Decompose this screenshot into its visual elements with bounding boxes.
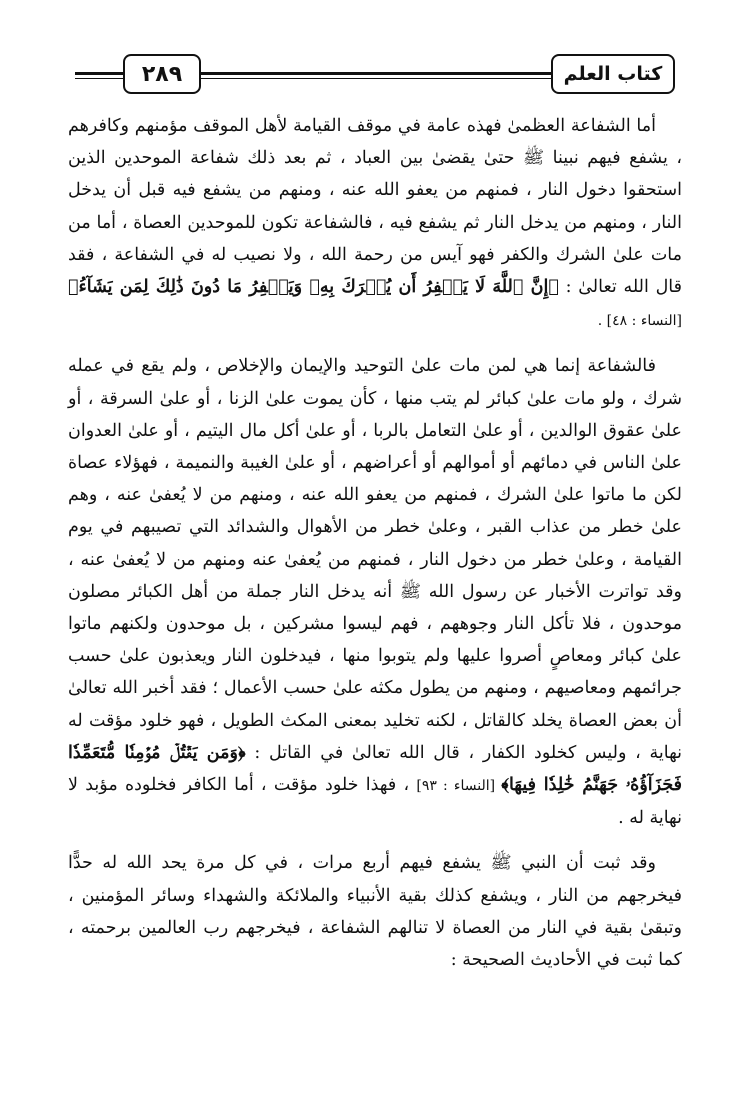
paragraph-text: أما الشفاعة العظمىٰ فهذه عامة في موقف القيامة لأهل الموقف مؤمنهم وكافرهم ، يشفع فيهم نبينا ﷺ حتىٰ يقضىٰ بين العباد ، ثم بعد ذلك شفاعة الموحدين الذين استحقوا دخول النار ، فمنهم من يعفو الله عنه ، ومنهم من يشفع فيه قبل أن يدخل النار ، ومنهم من يدخل النار ثم يشفع فيه ، فالشفاعة تكون للموحدين العصاة ، أما من مات علىٰ الشرك والكفر فهو آيس من رحمة الله ، ولا نصيب له في الشفاعة ، فقد قال الله تعالىٰ : bbox=[68, 116, 683, 298]
page-header bbox=[75, 52, 675, 94]
paragraph-2 bbox=[68, 350, 682, 834]
verse-reference: [النساء : ٩٣] bbox=[416, 778, 502, 795]
paragraph-text: وقد ثبت أن النبي ﷺ يشفع فيهم أربع مرات ، في كل مرة يحد الله له حدًّا فيخرجهم من النار ، ويشفع كذلك بقية الأنبياء والملائكة والشهداء وسائر المؤمنين ، وتبقىٰ بقية في النار من العصاة لا تنالهم الشفاعة ، فيخرجهم رب العالمين برحمته ، كما ثبت في الأحاديث الصحيحة : bbox=[68, 853, 682, 971]
paragraph-1 bbox=[68, 110, 682, 337]
quran-verse: ﴿وَمَن يَقۡتُلۡ مُؤۡمِنٗا مُّتَعَمِّدٗا فَجَزَآؤُهُۥ جَهَنَّمُ خَٰلِدٗا فِيهَا﴾ bbox=[68, 742, 682, 796]
quran-verse: ﴿إِنَّ ٱللَّهَ لَا يَغۡفِرُ أَن يُشۡرَكَ بِهِۦ وَيَغۡفِرُ مَا دُونَ ذَٰلِكَ لِمَن يَشَآءُ﴾ bbox=[68, 277, 559, 298]
paragraph-text-tail: ، فهذا خلود مؤقت ، أما الكافر فخلوده مؤبد لا نهاية له . bbox=[68, 775, 682, 829]
page-number: ٢٨٩ bbox=[123, 54, 201, 94]
book-title: كتاب العلم bbox=[551, 54, 675, 94]
paragraph-text: فالشفاعة إنما هي لمن مات علىٰ التوحيد والإيمان والإخلاص ، ولم يقع في عمله شرك ، ولو مات علىٰ كبائر لم يتب منها ، كأن يموت علىٰ الزنا ، أو علىٰ السرقة ، أو علىٰ عقوق الوالدين ، أو علىٰ التعامل بالربا ، أو علىٰ أكل مال اليتيم ، أو علىٰ العدوان علىٰ الناس في دمائهم أو أموالهم أو أعراضهم ، أو علىٰ الغيبة والنميمة ، فهؤلاء عصاة لكن ما ماتوا علىٰ الشرك ، فمنهم من يعفو الله عنه ، ومنهم من لا يُعفىٰ عنه ، وهم علىٰ خطر من عذاب القبر ، وعلىٰ خطر من الأهوال والشدائد التي تصيبهم في يوم القيامة ، وعلىٰ خطر من دخول النار ، فمنهم من يُعفىٰ عنه ومنهم من لا يُعفىٰ عنه ، وقد تواترت الأخبار عن رسول الله ﷺ أنه يدخل النار جملة من أهل الكبائر مصلون موحدون ، فلا تأكل النار وجوههم ، فهم ليسوا مشركين ، بل موحدون ولكنهم ماتوا علىٰ كبائر ومعاصٍ أصروا عليها ولم يتوبوا منها ، فيدخلون النار ويعذبون علىٰ حسب جرائمهم ومعاصيهم ، ومنهم من يطول مكثه علىٰ حسب الأعمال ؛ فقد أخبر الله تعالىٰ أن بعض العصاة يخلد كالقاتل ، لكنه تخليد بمعنى المكث الطويل ، فهو خلود مؤقت له نهاية ، وليس كخلود الكفار ، قال الله تعالىٰ في القاتل : bbox=[68, 356, 683, 763]
page-body bbox=[68, 110, 682, 990]
paragraph-3 bbox=[68, 847, 682, 977]
verse-reference: [النساء : ٤٨] . bbox=[597, 313, 682, 330]
